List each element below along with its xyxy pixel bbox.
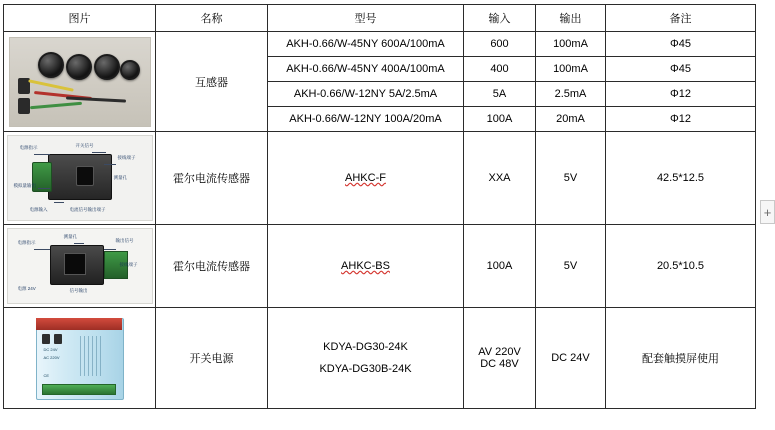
product-input bbox=[464, 308, 536, 409]
product-note: Φ45 bbox=[606, 32, 756, 57]
product-image-cell-hall-f bbox=[4, 132, 156, 225]
product-model-line2: KDYA-DG30B-24K bbox=[319, 363, 412, 375]
table-header-row bbox=[4, 5, 756, 32]
product-input: XXA bbox=[464, 132, 536, 225]
switching-power-supply-photo bbox=[20, 312, 140, 404]
ct-ring-icon bbox=[38, 52, 64, 78]
image-label: AC 220V bbox=[43, 355, 60, 360]
leader-line bbox=[104, 249, 116, 250]
ct-terminal-icon bbox=[18, 98, 30, 114]
model-text-misspelled: AHKC-BS bbox=[341, 260, 390, 272]
table-row bbox=[4, 132, 756, 225]
product-model bbox=[268, 225, 464, 308]
product-output: DC 24V bbox=[536, 308, 606, 409]
power-supply-top-strip bbox=[36, 318, 122, 330]
product-model-line1: KDYA-DG30-24K bbox=[323, 341, 408, 353]
image-label: 电流信号输出端子 bbox=[69, 207, 106, 212]
current-transformer-photo bbox=[9, 37, 151, 127]
product-model bbox=[268, 132, 464, 225]
product-name-hall-bs: 霍尔电流传感器 bbox=[156, 225, 268, 308]
image-label: 电源指示 bbox=[17, 240, 36, 245]
hall-sensor-ahkc-bs-photo bbox=[7, 228, 153, 304]
product-output: 5V bbox=[536, 132, 606, 225]
measuring-hole-icon bbox=[64, 253, 86, 275]
product-name-ct: 互感器 bbox=[156, 32, 268, 132]
product-output: 100mA bbox=[536, 32, 606, 57]
product-model: AKH-0.66/W-45NY 600A/100mA bbox=[268, 32, 464, 57]
ct-ring-icon bbox=[94, 54, 120, 80]
product-output: 5V bbox=[536, 225, 606, 308]
product-input: 100A bbox=[464, 107, 536, 132]
leader-line bbox=[92, 152, 106, 153]
ct-ring-icon bbox=[120, 60, 140, 80]
product-note: 20.5*10.5 bbox=[606, 225, 756, 308]
product-input: 400 bbox=[464, 57, 536, 82]
ct-lead-green bbox=[29, 101, 81, 109]
image-label: 开关信号 bbox=[75, 143, 94, 148]
ct-lead-yellow bbox=[28, 79, 74, 91]
leader-line bbox=[38, 188, 50, 189]
image-label: 模拟量输出 bbox=[13, 183, 36, 188]
product-note: Φ12 bbox=[606, 107, 756, 132]
leader-line bbox=[34, 154, 50, 155]
output-terminal-block-icon bbox=[42, 384, 116, 395]
leader-line bbox=[34, 249, 50, 250]
vent-line bbox=[80, 336, 81, 376]
header-image: 图片 bbox=[4, 5, 156, 32]
product-note: 配套触摸屏使用 bbox=[606, 308, 756, 409]
leader-line bbox=[74, 243, 84, 244]
table-row bbox=[4, 32, 756, 57]
product-image-cell-hall-bs bbox=[4, 225, 156, 308]
image-label: 测量孔 bbox=[63, 234, 77, 239]
image-label: 信号输出 bbox=[69, 288, 88, 293]
product-input: 600 bbox=[464, 32, 536, 57]
image-label: 测量孔 bbox=[113, 175, 127, 180]
header-note: 备注 bbox=[606, 5, 756, 32]
leader-line bbox=[104, 164, 116, 165]
zoom-in-button[interactable]: + bbox=[760, 200, 775, 224]
image-label: 接线端子 bbox=[117, 155, 136, 160]
product-output: 2.5mA bbox=[536, 82, 606, 107]
vent-line bbox=[96, 336, 97, 376]
product-image-cell-power bbox=[4, 308, 156, 409]
ct-ring-icon bbox=[66, 54, 92, 80]
vent-line bbox=[100, 336, 101, 376]
image-label: 接线端子 bbox=[119, 262, 138, 267]
product-note: Φ12 bbox=[606, 82, 756, 107]
product-model: AKH-0.66/W-12NY 100A/20mA bbox=[268, 107, 464, 132]
header-output: 输出 bbox=[536, 5, 606, 32]
product-input-line2: DC 48V bbox=[480, 358, 519, 370]
table-row bbox=[4, 308, 756, 409]
image-label: 电源 24V bbox=[17, 286, 36, 291]
image-label: DC 24V bbox=[43, 347, 58, 352]
product-model bbox=[268, 308, 464, 409]
image-label: 输出信号 bbox=[115, 238, 134, 243]
vent-line bbox=[84, 336, 85, 376]
measuring-hole-icon bbox=[76, 166, 94, 186]
product-note: Φ45 bbox=[606, 57, 756, 82]
terminal-icon bbox=[42, 334, 50, 344]
product-input: 100A bbox=[464, 225, 536, 308]
table-row bbox=[4, 225, 756, 308]
product-spec-table bbox=[3, 4, 756, 409]
product-output: 20mA bbox=[536, 107, 606, 132]
header-model: 型号 bbox=[268, 5, 464, 32]
hall-sensor-ahkc-f-photo bbox=[7, 135, 153, 221]
ce-mark-icon: CE bbox=[43, 373, 50, 378]
product-model: AKH-0.66/W-12NY 5A/2.5mA bbox=[268, 82, 464, 107]
leader-line bbox=[54, 202, 64, 203]
vent-line bbox=[88, 336, 89, 376]
product-input: 5A bbox=[464, 82, 536, 107]
product-note: 42.5*12.5 bbox=[606, 132, 756, 225]
product-name-hall-f: 霍尔电流传感器 bbox=[156, 132, 268, 225]
terminal-icon bbox=[54, 334, 62, 344]
ct-lead-black bbox=[65, 96, 125, 102]
header-name: 名称 bbox=[156, 5, 268, 32]
product-image-cell-ct bbox=[4, 32, 156, 132]
image-label: 电源指示 bbox=[19, 145, 38, 150]
header-input: 输入 bbox=[464, 5, 536, 32]
product-input-line1: AV 220V bbox=[478, 346, 521, 358]
product-model: AKH-0.66/W-45NY 400A/100mA bbox=[268, 57, 464, 82]
document-page bbox=[0, 4, 775, 430]
model-text-misspelled: AHKC-F bbox=[345, 172, 386, 184]
image-label: 电源输入 bbox=[29, 207, 48, 212]
vent-line bbox=[92, 336, 93, 376]
product-name-power: 开关电源 bbox=[156, 308, 268, 409]
product-output: 100mA bbox=[536, 57, 606, 82]
